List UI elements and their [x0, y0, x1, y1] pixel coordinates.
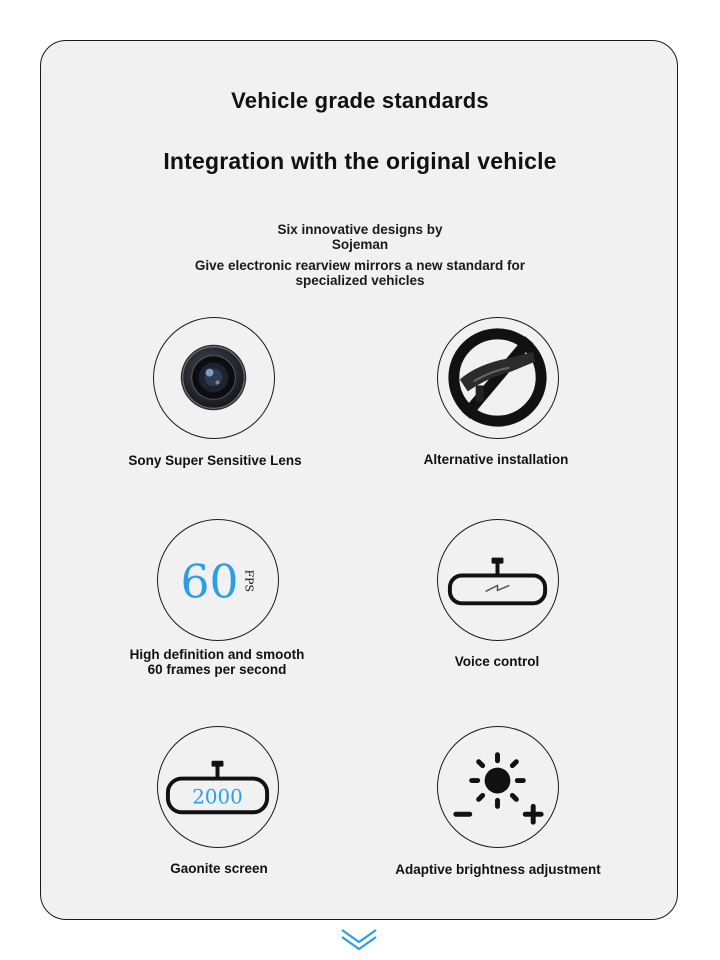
feature-label-fps: High definition and smooth 60 frames per second	[129, 647, 305, 677]
feature-label-installation: Alternative installation	[423, 452, 569, 467]
voice-mirror-icon	[437, 519, 559, 641]
mirror-install-icon	[437, 317, 559, 439]
screen-number: 2000	[192, 785, 243, 809]
feature-label-screen: Gaonite screen	[170, 861, 268, 876]
fps-icon	[157, 519, 279, 641]
feature-label-voice: Voice control	[454, 654, 540, 669]
intro-line-2: Give electronic rearview mirrors a new standard for specialized vehicles	[194, 258, 526, 288]
intro-line-1: Six innovative designs by Sojeman	[277, 222, 443, 252]
fps-unit: FPS	[242, 569, 256, 592]
chevron-down-icon[interactable]	[338, 926, 380, 954]
mirror-screen-icon	[157, 726, 279, 848]
brightness-icon	[437, 726, 559, 848]
page-subtitle: Integration with the original vehicle	[163, 148, 557, 174]
feature-label-lens: Sony Super Sensitive Lens	[128, 453, 302, 468]
camera-lens-icon	[153, 317, 275, 439]
fps-number: 60	[180, 555, 239, 609]
page-title: Vehicle grade standards	[231, 88, 489, 113]
feature-label-brightness: Adaptive brightness adjustment	[395, 862, 601, 877]
